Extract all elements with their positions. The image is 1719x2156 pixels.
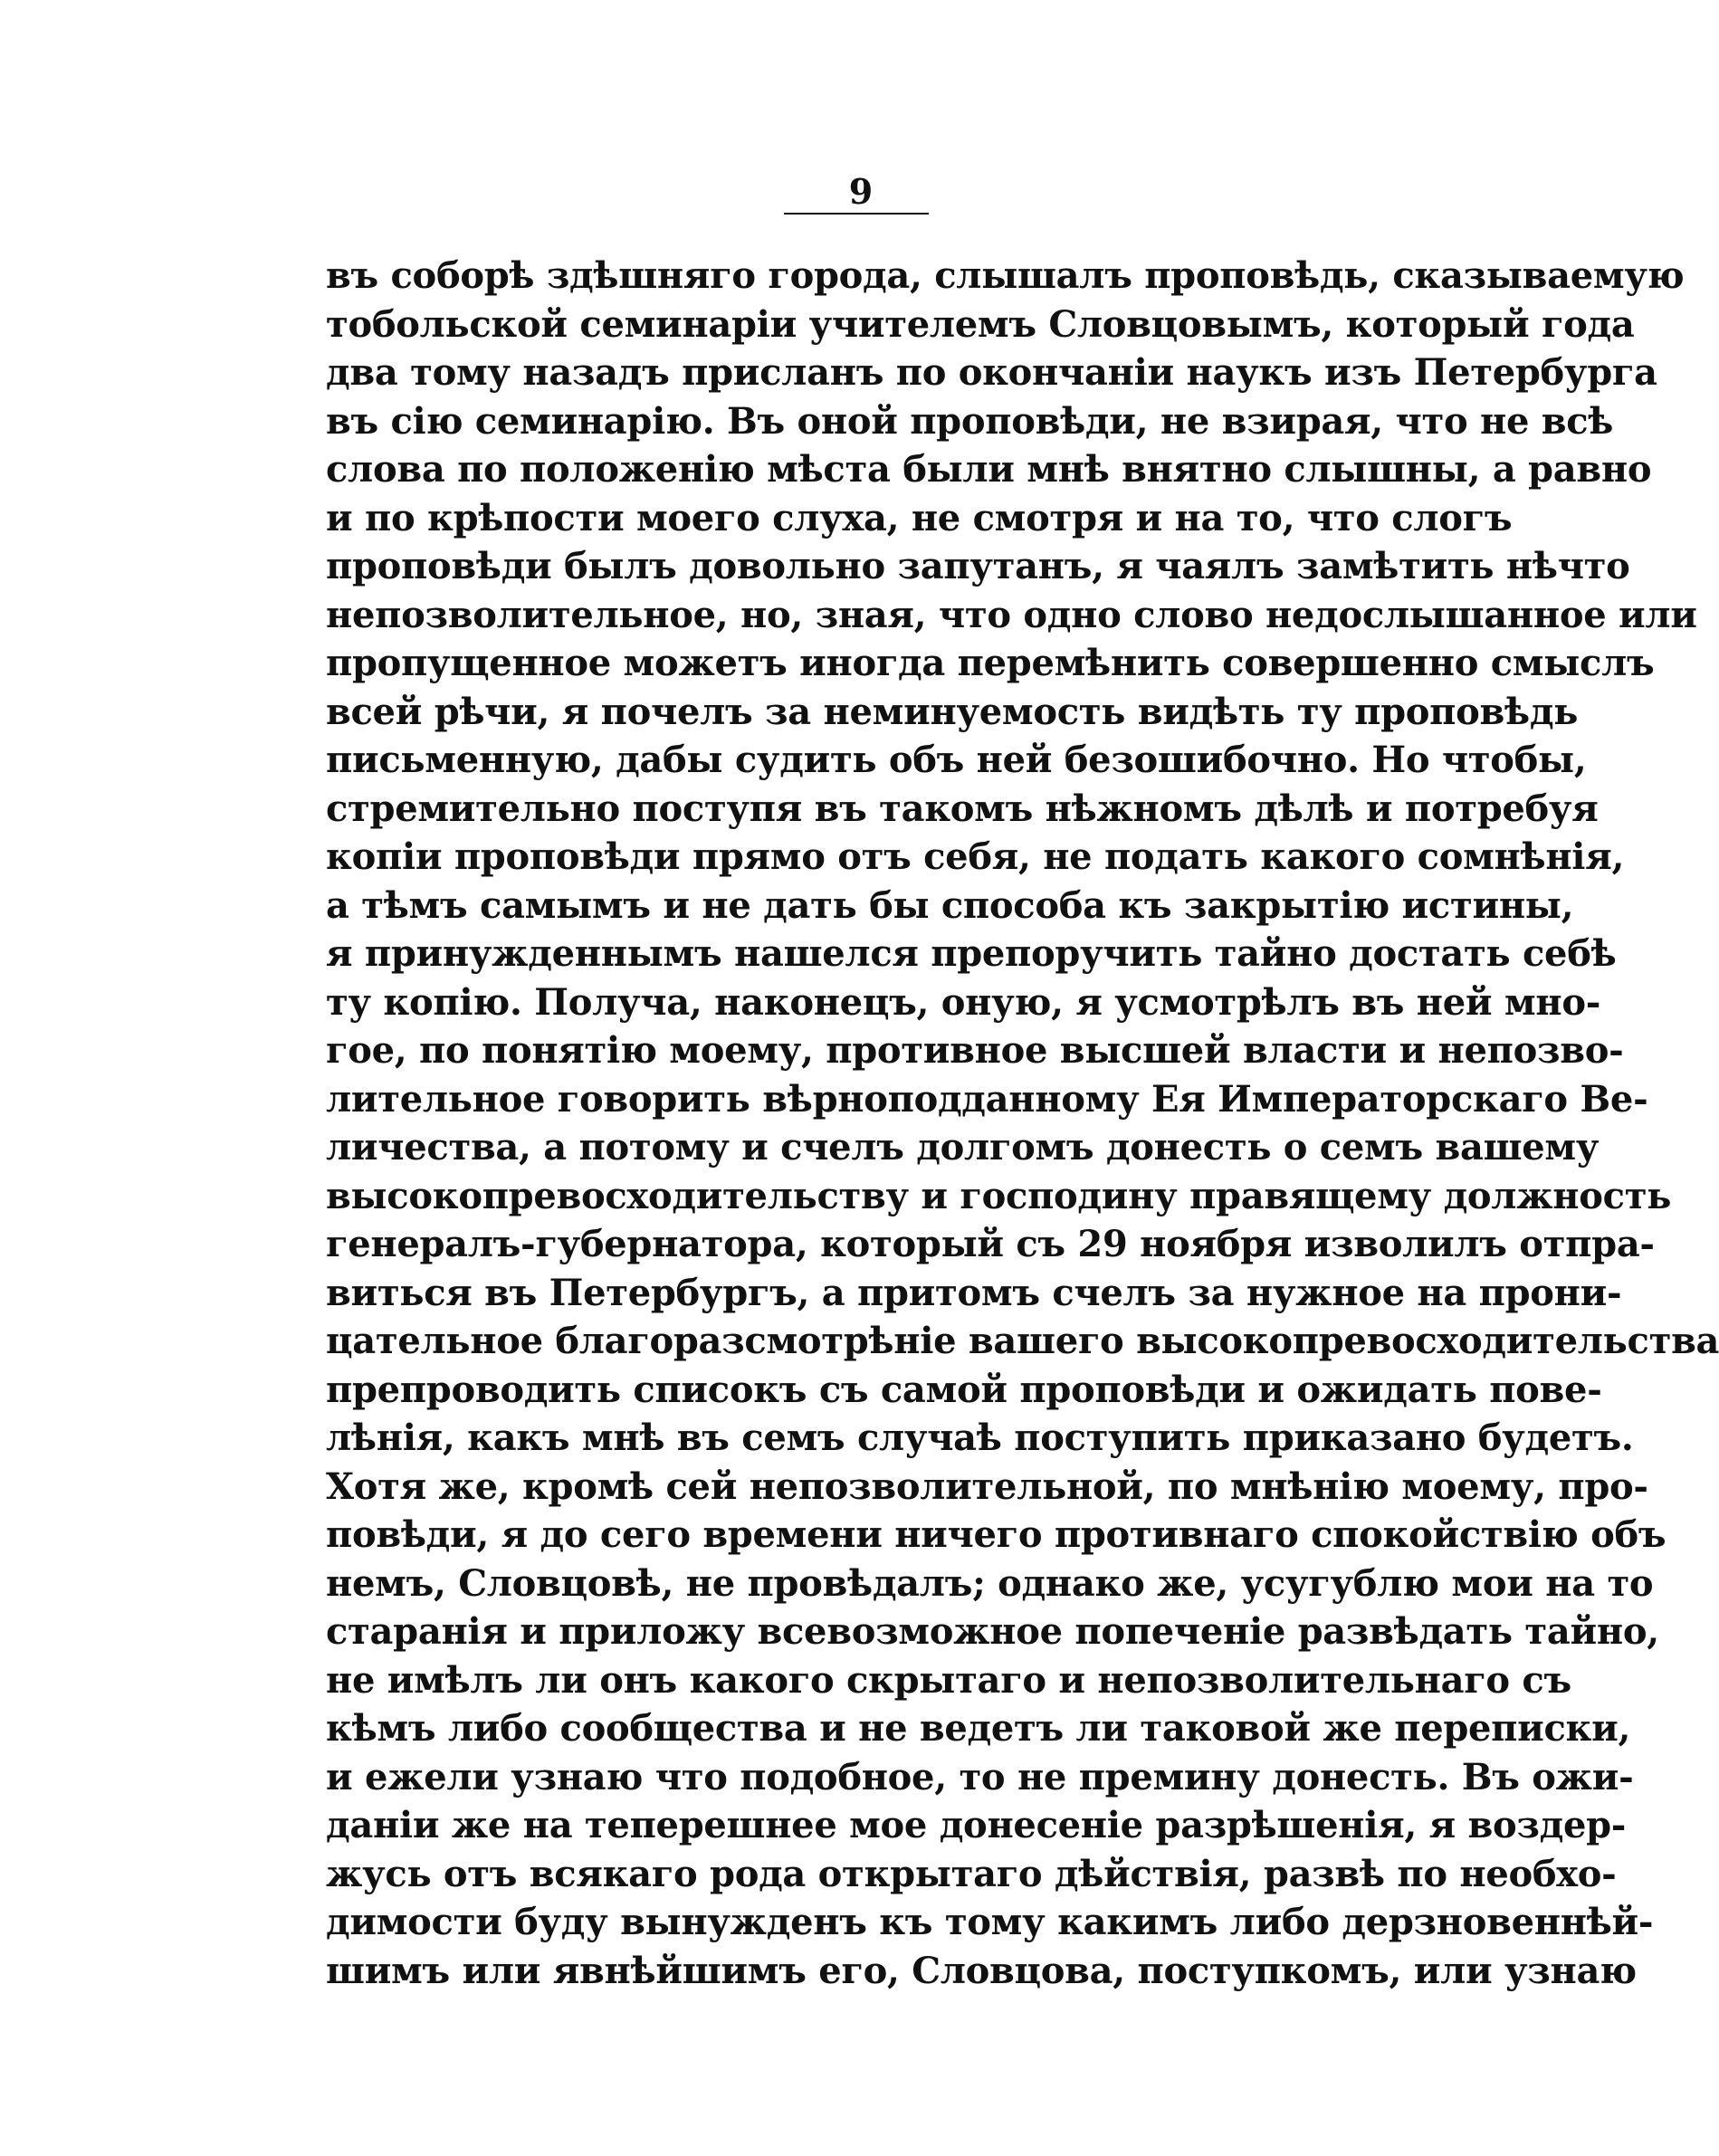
text-line: Хотя же, кромѣ сей непозволительной, по мнѣнію моему, про- (326, 1464, 1648, 1508)
body-text (326, 252, 1719, 1995)
text-line: кѣмъ либо сообщества и не ведетъ ли таковой же переписки, (326, 1707, 1631, 1750)
text-line: лительное говорить вѣрноподданному Ея Императорскаго Ве- (326, 1077, 1648, 1121)
text-line: лѣнія, какъ мнѣ въ семъ случаѣ поступить приказано будетъ. (326, 1417, 1634, 1459)
text-line: всей рѣчи, я почелъ за неминуемость видѣть ту проповѣдь (326, 690, 1579, 733)
text-line: слова по положенію мѣста были мнѣ внятно слышны, а равно (326, 448, 1652, 491)
text-line: препроводить списокъ съ самой проповѣди и ожидать пове- (326, 1368, 1602, 1411)
text-line: проповѣди былъ довольно запутанъ, я чаялъ замѣтить нѣчто (326, 545, 1630, 587)
text-line: тобольской семинаріи учителемъ Словцовымъ, который года (326, 302, 1635, 346)
text-line: виться въ Петербургъ, а притомъ счелъ за нужное на прони- (326, 1271, 1622, 1314)
text-line: повѣди, я до сего времени ничего противнаго спокойствію объ (326, 1513, 1666, 1556)
text-line: въ сію семинарію. Въ оной проповѣди, не взирая, что не всѣ (326, 399, 1614, 443)
text-line: высокопревосходительству и господину правящему должность (326, 1174, 1672, 1217)
text-line: а тѣмъ самымъ и не дать бы способа къ закрытію истины, (326, 883, 1574, 927)
text-line: копіи проповѣди прямо отъ себя, не подать какого сомнѣнія, (326, 835, 1625, 878)
text-line: два тому назадъ присланъ по окончаніи наукъ изъ Петербурга (326, 351, 1657, 394)
text-line: и по крѣпости моего слуха, не смотря и на то, что слогъ (326, 496, 1513, 539)
text-line: и ежели узнаю что подобное, то не премину донесть. Въ ожи- (326, 1755, 1634, 1798)
text-line: стремительно поступя въ такомъ нѣжномъ дѣлѣ и потребуя (326, 787, 1599, 830)
text-line: даніи же на теперешнее мое донесеніе разрѣшенія, я воздер- (326, 1804, 1627, 1846)
text-line: ту копію. Получа, наконецъ, оную, я усмотрѣлъ въ ней мно- (326, 980, 1601, 1024)
text-line: жусь отъ всякаго рода открытаго дѣйствія, развѣ по необхо- (326, 1852, 1617, 1895)
text-line: немъ, Словцовѣ, не провѣдалъ; однако же, усугублю мои на то (326, 1561, 1654, 1605)
page-number-rule (784, 213, 929, 215)
text-line: старанія и приложу всевозможное попеченіе развѣдать тайно, (326, 1610, 1659, 1653)
page-number: 9 (848, 171, 874, 212)
text-line: я принужденнымъ нашелся препоручить тайно достать себѣ (326, 932, 1617, 975)
text-line: димости буду вынужденъ къ тому какимъ либо дерзновеннѣй- (326, 1901, 1654, 1943)
text-line: гое, по понятію моему, противное высшей власти и непозво- (326, 1029, 1624, 1072)
text-line: генералъ-губернатора, который съ 29 ноября изволилъ отпра- (326, 1223, 1655, 1265)
text-line: непозволительное, но, зная, что одно слово недослышанное или (326, 593, 1697, 636)
text-line: въ соборѣ здѣшняго города, слышалъ проповѣдь, сказываемую (326, 254, 1685, 297)
text-line: не имѣлъ ли онъ какого скрытаго и непозволительнаго съ (326, 1658, 1571, 1702)
text-line: письменную, дабы судить объ ней безошибочно. Но чтобы, (326, 739, 1587, 781)
text-line: пропущенное можетъ иногда перемѣнить совершенно смыслъ (326, 642, 1655, 684)
text-line: личества, а потому и счелъ долгомъ донесть о семъ вашему (326, 1126, 1600, 1169)
text-line: цательное благоразсмотрѣніе вашего высокопревосходительства (326, 1320, 1719, 1362)
text-line: шимъ или явнѣйшимъ его, Словцова, поступкомъ, или узнаю (326, 1949, 1637, 1992)
